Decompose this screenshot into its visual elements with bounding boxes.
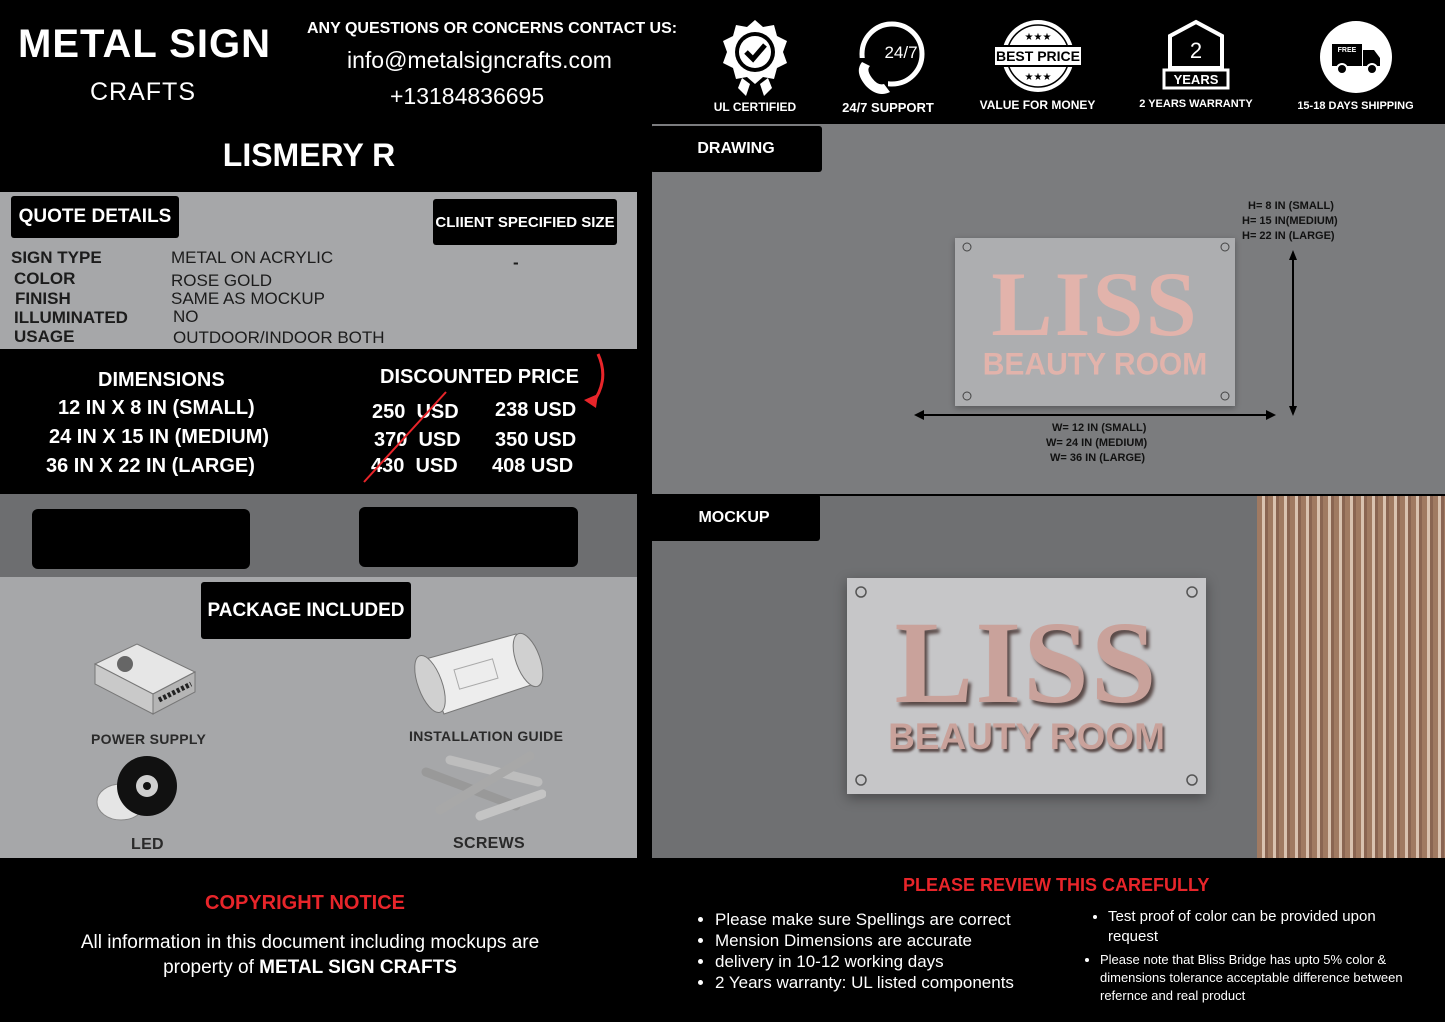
brand-subtitle: CRAFTS [90,78,196,106]
copyright-owner: METAL SIGN CRAFTS [259,957,457,978]
row-value: METAL ON ACRYLIC [171,248,334,267]
row-value: OUTDOOR/INDOOR BOTH [173,328,385,347]
new-price-medium: 350 USD [495,429,577,451]
list-item: • Please make sure Spellings are correct [715,909,1014,930]
list-item: • Test proof of color can be provided upon request [1108,907,1378,947]
row-key: COLOR [14,269,76,288]
row-value: SAME AS MOCKUP [171,289,325,308]
badge-support [838,18,938,115]
blank-box [32,509,250,569]
dimension-medium: 24 IN X 15 IN (MEDIUM) [49,426,270,448]
width-line: W= 24 IN (MEDIUM) [1046,437,1148,449]
list-item: • delivery in 10-12 working days [715,951,1014,972]
dimensions-label: DIMENSIONS [98,369,225,391]
installation-guide-icon [412,630,548,718]
width-line: W= 36 IN (LARGE) [1050,452,1146,464]
row-value: ROSE GOLD [171,271,273,290]
copyright-text: All information in this document including mockups are [80,932,540,953]
truck-icon [1316,18,1396,96]
badge-label: 15-18 DAYS SHIPPING [1297,100,1414,112]
review-notes [697,909,1014,993]
list-item: • Please note that Bliss Bridge has upto 5% color & dimensions tolerance acceptable difference between refernce and real product [1100,951,1410,1005]
wood-slat-wall [1257,496,1445,858]
svg-text:★★★: ★★★ [1024,32,1051,43]
badge-shipping [1288,18,1423,112]
icon-text: 2 [1189,38,1203,63]
height-dimensions [1242,199,1338,244]
new-price-large: 408 USD [492,455,574,477]
drawing-sign-main: LISS [991,253,1199,355]
package-item-label: LED [131,836,164,853]
height-line: H= 15 IN(MEDIUM) [1242,215,1338,227]
new-price-small: 238 USD [495,399,577,421]
copyright-title: COPYRIGHT NOTICE [205,892,406,914]
review-notes-right [1090,907,1378,947]
copyright-prefix: property of [163,957,260,978]
led-strip-icon [95,754,187,830]
package-item-label: SCREWS [453,835,526,852]
phone-247-icon [848,18,928,96]
warranty-icon [1160,18,1232,94]
icon-text: BEST PRICE [995,48,1080,64]
package-item-label: INSTALLATION GUIDE [409,728,564,744]
badge-label: VALUE FOR MONEY [979,98,1096,112]
quote-details-label: QUOTE DETAILS [11,196,179,238]
badge-ul-certified [705,18,805,114]
list-item: • Mension Dimensions are accurate [715,930,1014,951]
contact-email[interactable]: info@metalsigncrafts.com [347,47,612,73]
contact-phone[interactable]: +13184836695 [390,83,545,109]
power-supply-icon [85,642,200,717]
copyright-text-2 [0,957,620,979]
row-value: NO [173,307,199,326]
best-price-icon [992,18,1084,94]
review-title: PLEASE REVIEW THIS CAREFULLY [903,875,1210,895]
client-size-value: - [513,253,519,272]
contact-heading: ANY QUESTIONS OR CONCERNS CONTACT US: [307,20,678,37]
package-included-label: PACKAGE INCLUDED [201,582,411,639]
list-item: • 2 Years warranty: UL listed components [715,972,1014,993]
svg-text:★★★: ★★★ [1024,72,1051,83]
width-dimensions [1046,421,1147,466]
row-key: FINISH [15,289,71,308]
check-seal-icon [720,18,790,96]
row-key: USAGE [14,327,75,346]
badge-label: 2 YEARS WARRANTY [1139,98,1253,110]
review-notes-tolerance [1082,951,1410,1005]
mockup-sign-main: LISS [894,597,1159,728]
drawing-label: DRAWING [650,126,822,172]
old-price-small: 250 USD [372,401,459,423]
screws-icon [420,750,546,822]
brand-name: METAL SIGN [18,22,271,66]
dimension-arrows [912,238,1302,428]
client-name: LISMERY R [222,137,396,173]
mockup-label: MOCKUP [648,494,820,541]
mockup-sign-sub: BEAUTY ROOM [888,716,1165,757]
width-line: W= 12 IN (SMALL) [1052,422,1147,434]
badge-value [975,18,1100,112]
icon-text: FREE [1337,47,1356,54]
dimension-large: 36 IN X 22 IN (LARGE) [46,455,255,477]
client-size-label: CLIIENT SPECIFIED SIZE [433,199,617,245]
icon-text: YEARS [1173,72,1219,87]
package-item-label: POWER SUPPLY [91,731,207,747]
blank-box [359,507,578,567]
row-key: SIGN TYPE [11,248,102,267]
drawing-sign-sub: BEAUTY ROOM [982,347,1208,382]
dimension-small: 12 IN X 8 IN (SMALL) [58,397,255,419]
row-key: ILLUMINATED [14,308,128,327]
strike-arrow-icon [360,348,620,488]
old-price-large: 430 USD [371,455,458,477]
price-label: DISCOUNTED PRICE [380,366,579,388]
height-line: H= 22 IN (LARGE) [1242,230,1335,242]
icon-text: 24/7 [884,43,918,62]
badge-label: UL CERTIFIED [713,100,797,114]
badge-warranty [1135,18,1257,110]
badge-label: 24/7 SUPPORT [842,100,934,115]
old-price-medium: 370 USD [374,429,461,451]
height-line: H= 8 IN (SMALL) [1248,200,1334,212]
